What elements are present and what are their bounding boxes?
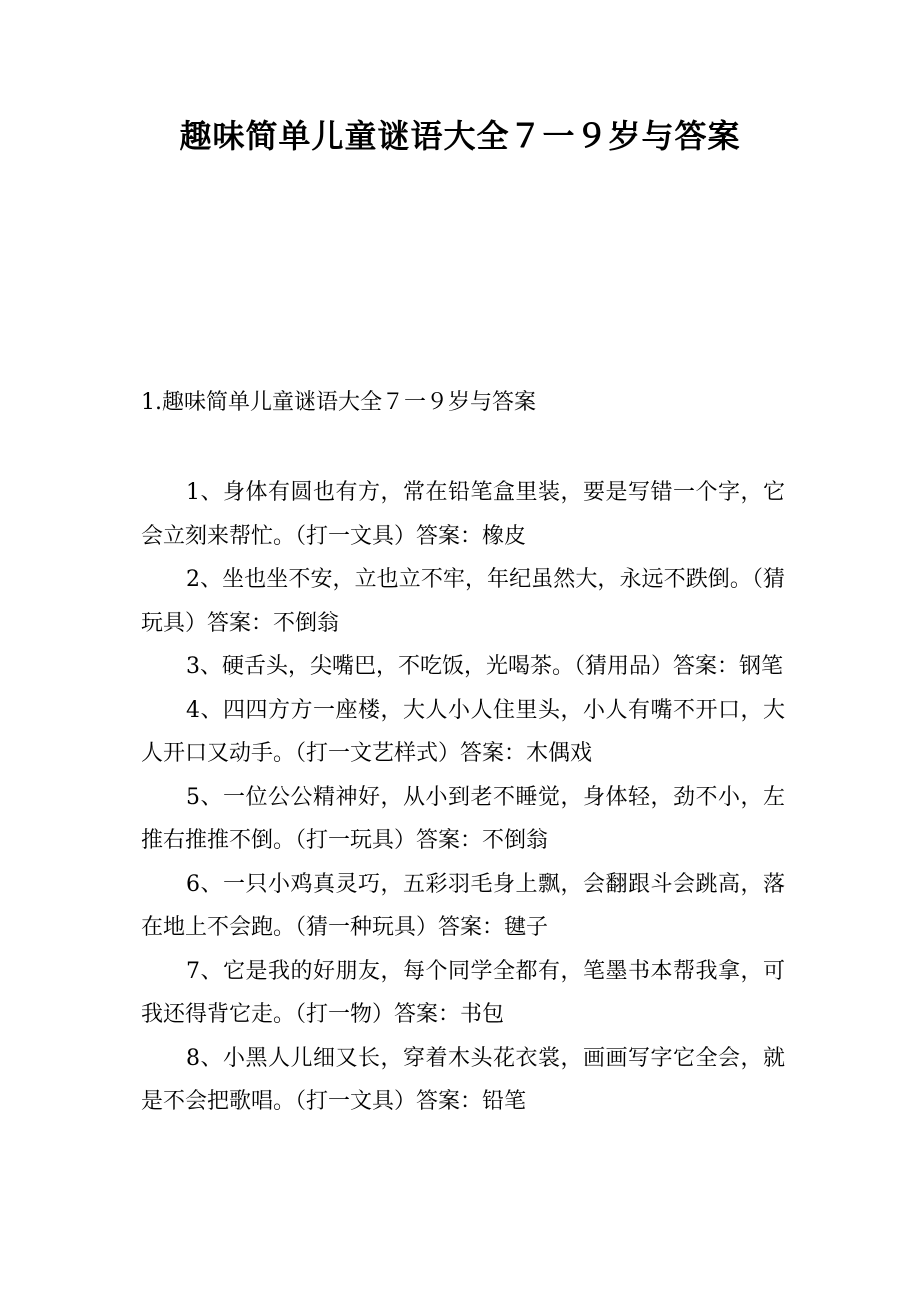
riddle-item-3: 3、硬舌头，尖嘴巴，不吃饭，光喝茶。（猜用品）答案：钢笔 [186,654,783,679]
section-heading: 1.趣味简单儿童谜语大全７一９岁与答案 [141,390,536,415]
riddle-item-8: 8、小黑人儿细又长，穿着木头花衣裳，画画写字它全会，就是不会把歌唱。（打一文具）答案：铅笔 [141,1045,785,1114]
page-title: 趣味简单儿童谜语大全７一９岁与答案 [179,117,741,155]
riddle-item-4: 4、四四方方一座楼，大人小人住里头，小人有嘴不开口，大人开口又动手。（打一文艺样式）答案：木偶戏 [141,697,785,766]
riddle-item-1: 1、身体有圆也有方，常在铅笔盒里装，要是写错一个字，它会立刻来帮忙。（打一文具）答案：橡皮 [141,480,785,549]
riddle-item-7: 7、它是我的好朋友，每个同学全都有，笔墨书本帮我拿，可我还得背它走。（打一物）答案：书包 [141,958,785,1027]
riddle-item-2: 2、坐也坐不安，立也立不牢，年纪虽然大，永远不跌倒。（猜玩具）答案：不倒翁 [141,567,785,636]
riddle-item-6: 6、一只小鸡真灵巧，五彩羽毛身上飘，会翻跟斗会跳高，落在地上不会跑。（猜一种玩具）答案：毽子 [141,871,785,940]
riddle-list [141,471,785,1124]
riddle-item-5: 5、一位公公精神好，从小到老不睡觉，身体轻，劲不小，左推右推推不倒。（打一玩具）答案：不倒翁 [141,784,785,853]
